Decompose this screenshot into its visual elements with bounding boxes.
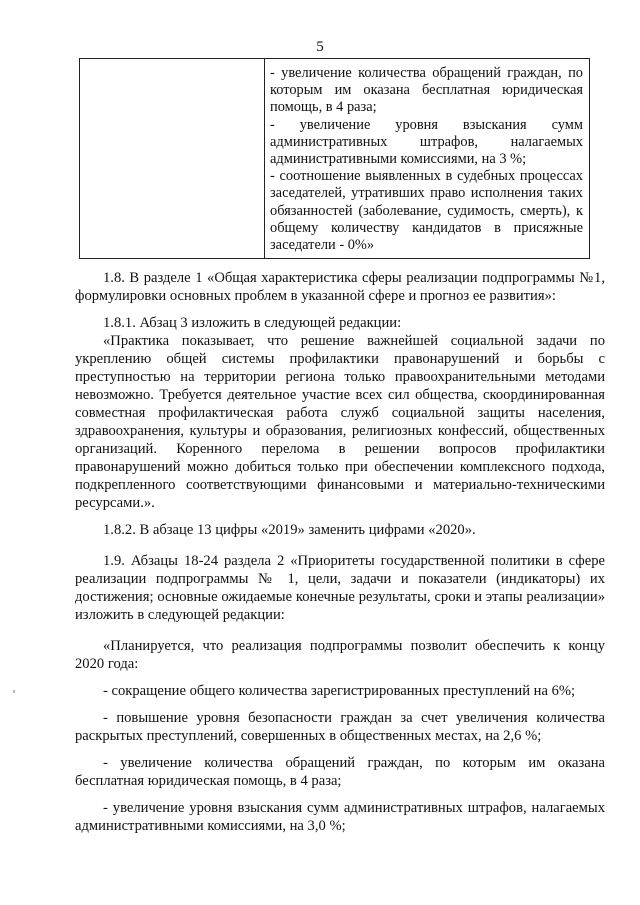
bullet-fines: - увеличение уровня взыскания сумм административных штрафов, налагаемых административными комиссиями, на 3,0 %; [75,800,605,834]
paragraph-quote-practice: «Практика показывает, что решение важнейшей социальной задачи по укреплению общей системы профилактики правонарушений и борьбы с преступностью на территории региона только правоохранительными методами невозможно. Требуется деятельное участие всех сил общества, скоординированная совместная профилактическая работа служб социальной защиты населения, здравоохранения, культуры и образования, религиозных конфессий, общественных организаций. Коренного перелома в решении вопросов профилактики правонарушений можно добиться только при обеспечении комплексного подхода, подкрепленного соответствующими финансовыми и материально-техническими ресурсами.». [75,333,605,511]
table-item-jurors: - соотношение выявленных в судебных процессах заседателей, утративших право исполнения таких обязанностей (заболевание, судимость, смерть), к общему количеству кандидатов в присяжные заседатели - 0%» [270,168,583,254]
paragraph-1-9: 1.9. Абзацы 18-24 раздела 2 «Приоритеты государственной политики в сфере реализации подпрограммы № 1, цели, задачи и показатели (индикаторы) их достижения; основные ожидаемые конечные результаты, сроки и этапы реализации» изложить в следующей редакции: [75,553,605,623]
bullet-safety: - повышение уровня безопасности граждан за счет увеличения количества раскрытых преступлений, совершенных в общественных местах, на 2,6 %; [75,710,605,744]
table-item-legal-aid: - увеличение количества обращений граждан, по которым им оказана бесплатная юридическая помощь, в 4 раза; [270,65,583,116]
paragraph-1-8-1: 1.8.1. Абзац 3 изложить в следующей редакции: [103,315,402,331]
table-left-cell [80,59,265,258]
paragraph-plan: «Планируется, что реализация подпрограммы позволит обеспечить к концу 2020 года: [75,638,605,672]
table-item-fines: - увеличение уровня взыскания сумм административных штрафов, налагаемых административными комиссиями, на 3 %; [270,116,583,168]
bullet-legal-aid: - увеличение количества обращений граждан, по которым им оказана бесплатная юридическая помощь, в 4 раза; [75,755,605,789]
page-number: 5 [316,39,324,55]
bullet-crime-reduction: - сокращение общего количества зарегистрированных преступлений на 6%; [103,683,576,699]
scan-mark [13,690,15,693]
continuation-table [79,58,590,259]
paragraph-1-8: 1.8. В разделе 1 «Общая характеристика сферы реализации подпрограммы №1, формулировки основных проблем в указанной сфере и прогноз ее развития»: [75,270,605,304]
table-right-cell [265,59,589,258]
document-body [75,269,605,835]
paragraph-1-8-2: 1.8.2. В абзаце 13 цифры «2019» заменить цифрами «2020». [103,522,476,538]
